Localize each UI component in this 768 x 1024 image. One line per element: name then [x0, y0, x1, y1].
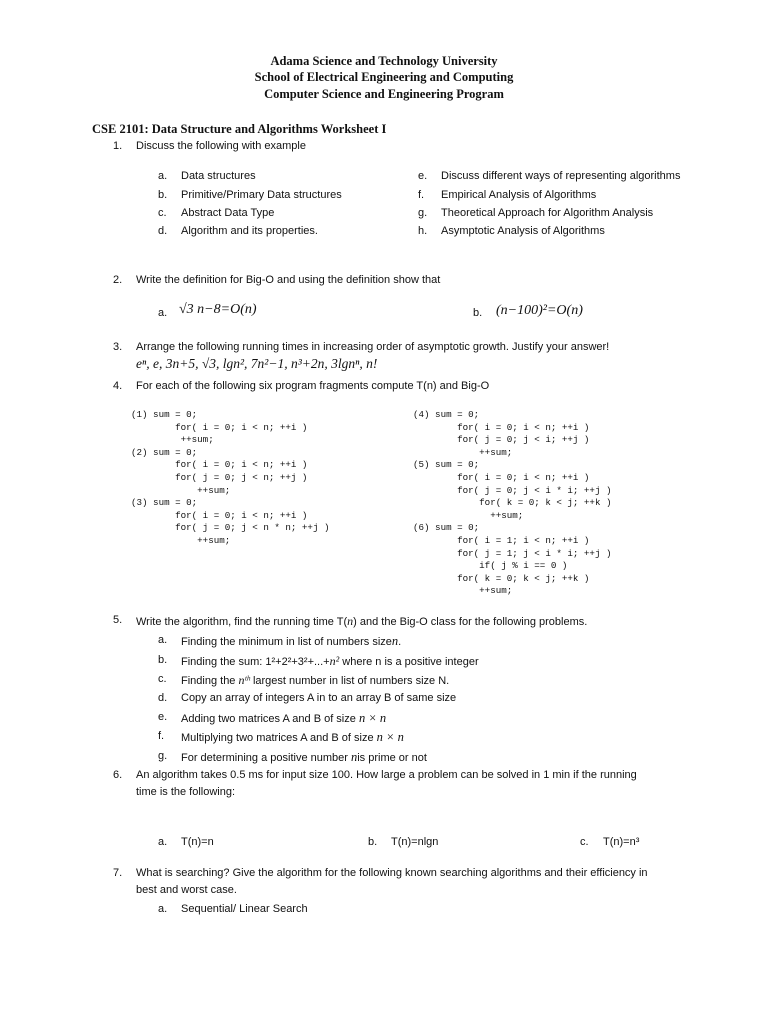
- q4-text: For each of the following six program fragments compute T(n) and Big-O: [136, 380, 490, 392]
- code-fragments-left: (1) sum = 0; for( i = 0; i < n; ++i ) ++sum; (2) sum = 0; for( i = 0; i < n; ++i ) for( j = 0; j < n; ++j ) ++sum; (3) sum = 0; for( i = 0; i < n; ++i ) for( j = 0; j < n * n; ++j ) ++sum;: [131, 409, 330, 546]
- q7-text-line1: What is searching? Give the algorithm for the following known searching algorithms and their efficiency in: [136, 867, 648, 879]
- q5-item-letter: f.: [158, 730, 165, 742]
- q3-text: Arrange the following running times in increasing order of asymptotic growth. Justify your answer!: [136, 341, 610, 353]
- q2-a-expression: √3 n−8=O(n): [179, 302, 257, 317]
- q1-item-text: Data structures: [181, 170, 256, 182]
- q3-number: 3.: [113, 341, 123, 353]
- q1-number: 1.: [113, 140, 123, 152]
- q5-item-text: For determining a positive number nis prime or not: [181, 750, 427, 764]
- q5-item-text: Finding the minimum in list of numbers sizen.: [181, 634, 402, 648]
- school-name: School of Electrical Engineering and Computing: [254, 70, 514, 84]
- q2-b-letter: b.: [473, 307, 483, 319]
- q2-b-expression: (n−100)²=O(n): [496, 303, 583, 318]
- q1-text: Discuss the following with example: [136, 140, 306, 152]
- q7-number: 7.: [113, 867, 123, 879]
- q6-b-text: T(n)=nlgn: [391, 836, 439, 848]
- q1-item-text: Asymptotic Analysis of Algorithms: [441, 225, 605, 237]
- q3-expression-list: eⁿ, e, 3n+5, √3, lgn², 7n²−1, n³+2n, 3lgnⁿ, n!: [136, 356, 378, 371]
- q5-item-letter: c.: [158, 673, 167, 685]
- q6-text-line2: time is the following:: [136, 786, 236, 798]
- q1-item-letter: b.: [158, 189, 168, 201]
- q1-item-letter: g.: [418, 207, 428, 219]
- q6-number: 6.: [113, 769, 123, 781]
- q6-b-letter: b.: [368, 836, 378, 848]
- q1-item-letter: f.: [418, 189, 425, 201]
- q2-text: Write the definition for Big-O and using the definition show that: [136, 274, 441, 286]
- q5-number: 5.: [113, 614, 123, 626]
- q6-c-text: T(n)=n³: [603, 836, 640, 848]
- q1-item-text: Primitive/Primary Data structures: [181, 189, 342, 201]
- q4-number: 4.: [113, 380, 123, 392]
- q1-item-text: Abstract Data Type: [181, 207, 275, 219]
- university-name: Adama Science and Technology University: [270, 54, 498, 68]
- q1-item-letter: a.: [158, 170, 168, 182]
- q1-item-text: Algorithm and its properties.: [181, 225, 318, 237]
- q7-a-text: Sequential/ Linear Search: [181, 903, 308, 915]
- q5-item-text: Copy an array of integers A in to an array B of same size: [181, 692, 457, 704]
- q5-item-text: Finding the nᵗʰ largest number in list of numbers size N.: [181, 673, 450, 687]
- q1-item-text: Empirical Analysis of Algorithms: [441, 189, 597, 201]
- q5-item-text: Finding the sum: 1²+2²+3²+...+n² where n is a positive integer: [181, 654, 479, 668]
- q6-text-line1: An algorithm takes 0.5 ms for input size 100. How large a problem can be solved in 1 min if the running: [136, 769, 637, 781]
- q2-a-letter: a.: [158, 307, 168, 319]
- worksheet-title: CSE 2101: Data Structure and Algorithms Worksheet I: [92, 122, 387, 136]
- q2-number: 2.: [113, 274, 123, 286]
- q7-text-line2: best and worst case.: [136, 884, 237, 896]
- code-fragments-right: (4) sum = 0; for( i = 0; i < n; ++i ) for( j = 0; j < i; ++j ) ++sum; (5) sum = 0; for( i = 0; i < n; ++i ) for( j = 0; j < i * i; ++j ) for( k = 0; k < j; ++k ) ++sum; (6) sum = 0; for( i = 1; i < n; ++i ) for( j = 1; j < i * i; ++j ) if( j % i == 0 ) for( k = 0; k < j; ++k ) ++sum;: [413, 409, 612, 597]
- q1-item-letter: d.: [158, 225, 168, 237]
- q5-item-letter: b.: [158, 654, 168, 666]
- q5-item-letter: e.: [158, 711, 168, 723]
- q1-item-letter: c.: [158, 207, 167, 219]
- q1-item-letter: e.: [418, 170, 428, 182]
- q1-item-text: Theoretical Approach for Algorithm Analysis: [441, 207, 654, 219]
- q5-item-letter: d.: [158, 692, 168, 704]
- program-name: Computer Science and Engineering Program: [264, 87, 504, 101]
- q7-a-letter: a.: [158, 903, 168, 915]
- q1-item-letter: h.: [418, 225, 428, 237]
- q5-item-letter: g.: [158, 750, 168, 762]
- q5-item-text: Multiplying two matrices A and B of size n × n: [181, 730, 404, 744]
- q5-item-letter: a.: [158, 634, 168, 646]
- q6-a-letter: a.: [158, 836, 168, 848]
- q5-item-text: Adding two matrices A and B of size n × n: [181, 711, 387, 725]
- q1-item-text: Discuss different ways of representing algorithms: [441, 170, 681, 182]
- q6-c-letter: c.: [580, 836, 589, 848]
- q5-text: Write the algorithm, find the running time T(n) and the Big-O class for the following problems.: [136, 614, 588, 628]
- q6-a-text: T(n)=n: [181, 836, 214, 848]
